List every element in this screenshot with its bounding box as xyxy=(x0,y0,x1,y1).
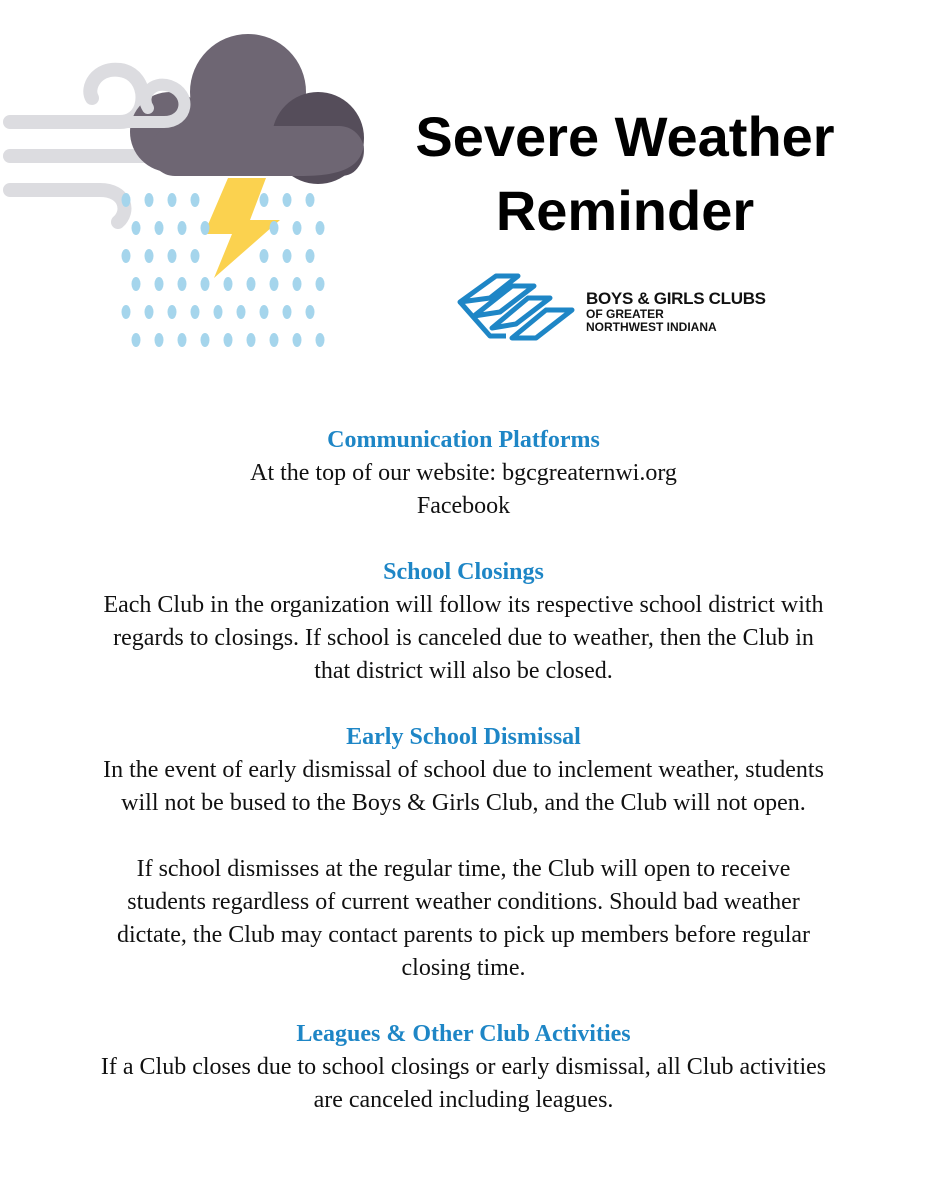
section-communication xyxy=(40,424,887,523)
title-line-1: Severe Weather xyxy=(415,105,835,168)
rain-drop xyxy=(155,333,164,347)
logo-text xyxy=(586,290,766,334)
rain-drop xyxy=(283,249,292,263)
rain-drop xyxy=(178,333,187,347)
rain-drop xyxy=(191,249,200,263)
paragraph xyxy=(40,754,887,820)
rain-drop xyxy=(270,221,279,235)
text-line: Each Club in the organization will follow its respective school district with xyxy=(103,592,824,618)
rain-drop xyxy=(201,333,210,347)
rain-drop xyxy=(283,193,292,207)
storm-cloud-icon xyxy=(0,30,370,360)
rain-drop xyxy=(306,305,315,319)
rain-drop xyxy=(260,249,269,263)
rain-drop xyxy=(201,221,210,235)
paragraph xyxy=(40,853,887,985)
text-line: Facebook xyxy=(416,493,511,519)
text-line: closing time. xyxy=(401,955,526,981)
rain-drop xyxy=(214,305,223,319)
rain-drop xyxy=(191,193,200,207)
text-line: that district will also be closed. xyxy=(314,658,613,684)
section-early-dismissal xyxy=(40,721,887,985)
logo-line-3: NORTHWEST INDIANA xyxy=(586,320,717,334)
text-line: dictate, the Club may contact parents to pick up members before regular xyxy=(116,922,811,948)
rain-drop xyxy=(247,333,256,347)
rain-drop xyxy=(306,193,315,207)
main-content xyxy=(40,424,887,1150)
rain-drop xyxy=(316,221,325,235)
rain-drop xyxy=(224,277,233,291)
rain-drop xyxy=(283,305,292,319)
text-line: students regardless of current weather conditions. Should bad weather xyxy=(127,889,800,915)
rain-drop xyxy=(237,305,246,319)
section-school-closings xyxy=(40,556,887,688)
logo-line-1: BOYS & GIRLS CLUBS xyxy=(586,289,766,308)
page-title xyxy=(395,100,855,248)
weather-illustration xyxy=(0,30,370,360)
rain-drop xyxy=(270,333,279,347)
text-line: will not be bused to the Boys & Girls Club, and the Club will not open. xyxy=(121,790,806,816)
section-heading: Communication Platforms xyxy=(327,427,600,453)
rain-drop xyxy=(145,193,154,207)
rain-drop xyxy=(145,249,154,263)
text-line: If a Club closes due to school closings or early dismissal, all Club activities xyxy=(100,1054,827,1080)
rain-drop xyxy=(132,333,141,347)
boys-girls-clubs-logo xyxy=(456,272,806,342)
rain-drop xyxy=(270,277,279,291)
rain-drop xyxy=(178,277,187,291)
section-leagues xyxy=(40,1018,887,1117)
text-line: regards to closings. If school is canceled due to weather, then the Club in xyxy=(113,625,814,651)
boys-girls-clubs-logo-icon xyxy=(456,272,576,342)
rain-drop xyxy=(224,333,233,347)
section-heading: Early School Dismissal xyxy=(346,724,581,750)
rain-drop xyxy=(168,249,177,263)
rain-drop xyxy=(201,277,210,291)
rain-drop xyxy=(155,221,164,235)
rain-drop xyxy=(145,305,154,319)
text-line: are canceled including leagues. xyxy=(313,1087,614,1113)
title-line-2: Reminder xyxy=(495,179,755,242)
rain-drop xyxy=(293,277,302,291)
rain-drop xyxy=(293,221,302,235)
rain-drop xyxy=(260,193,269,207)
rain-drop xyxy=(168,193,177,207)
rain-drop xyxy=(168,305,177,319)
lightning-bolt-icon xyxy=(204,178,280,278)
rain-drop xyxy=(293,333,302,347)
rain-drop xyxy=(316,277,325,291)
rain-drop xyxy=(155,277,164,291)
rain-drop xyxy=(178,221,187,235)
rain-drop xyxy=(122,249,131,263)
rain-drop xyxy=(191,305,200,319)
rain-drop xyxy=(132,277,141,291)
text-line: In the event of early dismissal of school due to inclement weather, students xyxy=(103,757,824,783)
rain-drop xyxy=(122,193,131,207)
text-line: At the top of our website: bgcgreaternwi.org xyxy=(250,460,677,486)
rain-drop xyxy=(247,277,256,291)
rain-drop xyxy=(306,249,315,263)
rain-drop xyxy=(316,333,325,347)
logo-line-2: OF GREATER xyxy=(586,307,664,321)
rain-drop xyxy=(132,221,141,235)
section-heading: School Closings xyxy=(383,559,544,585)
rain-drop xyxy=(122,305,131,319)
text-line: If school dismisses at the regular time, the Club will open to receive xyxy=(136,856,791,882)
rain-drop xyxy=(260,305,269,319)
section-heading: Leagues & Other Club Activities xyxy=(296,1021,631,1047)
